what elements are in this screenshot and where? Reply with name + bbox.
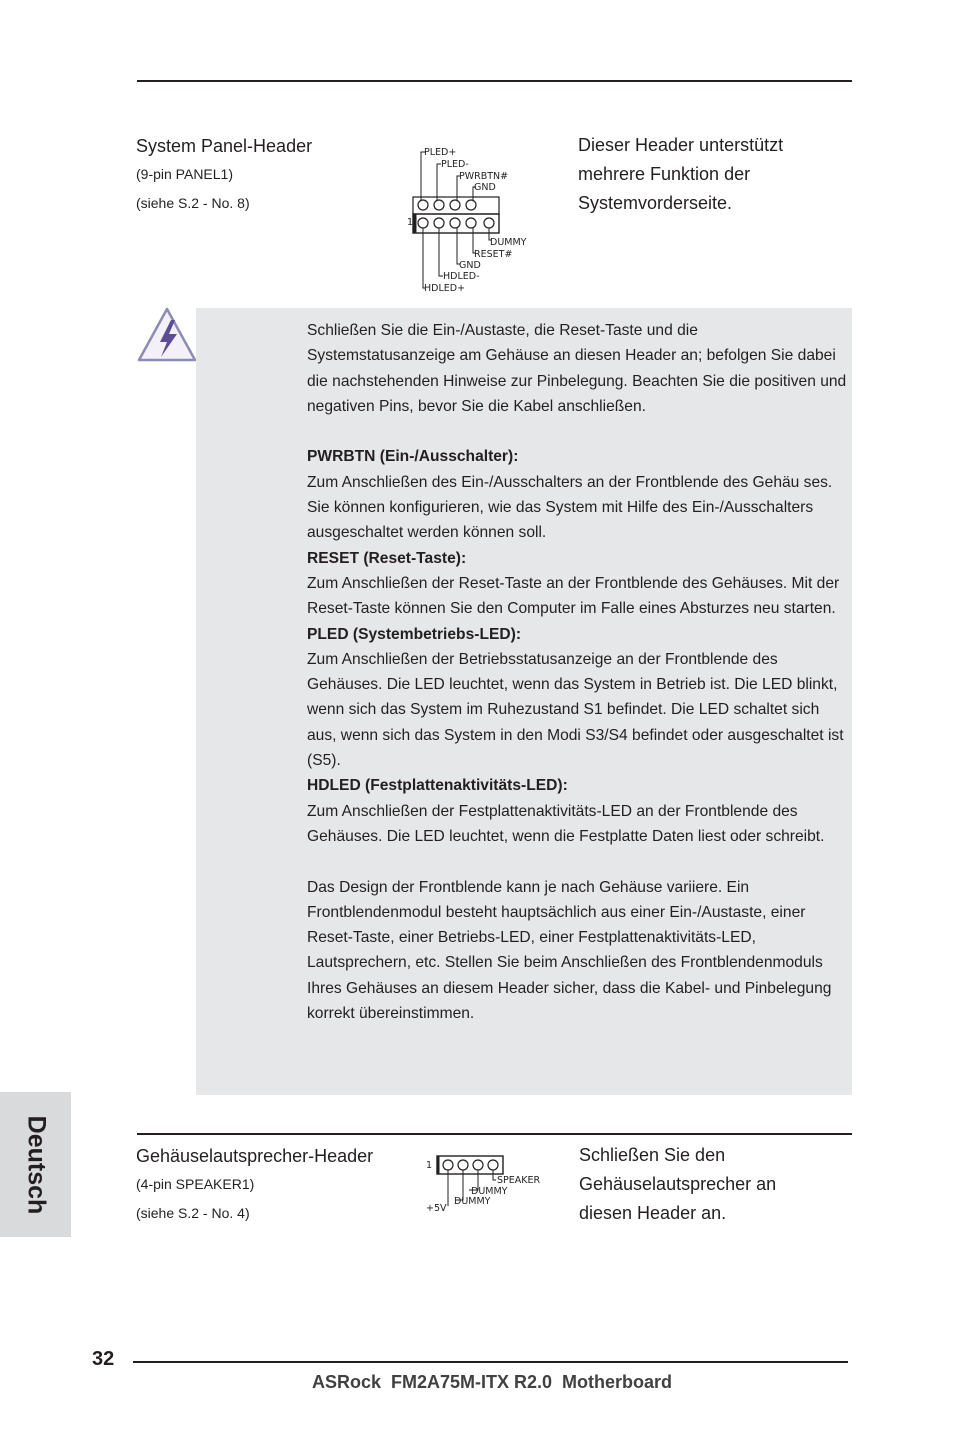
speaker-label-5v: +5V xyxy=(426,1203,447,1214)
panel-label-gnd-top: GND xyxy=(474,182,496,193)
panel-desc-line: Dieser Header unterstützt xyxy=(578,135,784,155)
speaker-header-description xyxy=(579,1141,776,1228)
speaker-pin xyxy=(488,1160,498,1170)
note-intro: Schließen Sie die Ein-/Austaste, die Reset-Taste und die Systemstatusanzeige am Gehäuse an diesen Header an; befolgen Sie dabei die nachstehenden Hinweise zur Pinbelegung. Beachten Sie die positiven und negativen Pins, bevor Sie die Kabel anschließen. xyxy=(307,322,847,415)
panel-pin xyxy=(434,218,444,228)
speaker-header-pins: (4-pin SPEAKER1) xyxy=(136,1176,255,1192)
panel-label-pled-plus: PLED+ xyxy=(424,147,457,158)
panel-pin xyxy=(418,200,428,210)
note-text xyxy=(307,318,849,1026)
warning-icon xyxy=(136,306,198,364)
footer-rule xyxy=(133,1361,848,1363)
speaker-desc-line: diesen Header an. xyxy=(579,1203,727,1223)
note-design-text: Das Design der Frontblende kann je nach Gehäuse variiere. Ein Frontblendenmodul besteht hauptsächlich aus einer Ein-/Austaste, einer Reset-Taste, einer Betriebs-LED, einer Festplattenaktivitäts-LED, Lautsprechern, etc. Stellen Sie beim Anschließen des Frontblendenmoduls Ihres Gehäuses an diesem Header sicher, dass die Kabel- und Pinbelegung korrekt übereinstimmen. xyxy=(307,878,832,1023)
panel-header-title: System Panel-Header xyxy=(136,136,313,156)
panel-pin xyxy=(466,218,476,228)
panel-pin xyxy=(466,200,476,210)
note-hdled-text: Zum Anschließen der Festplattenaktivitäts-LED an der Frontblende des Gehäuses. Die LED leuchtet, wenn die Festplatte Daten liest oder schreibt. xyxy=(307,802,825,845)
panel-label-gnd-bottom: GND xyxy=(459,260,481,271)
panel-desc-line: Systemvorderseite. xyxy=(578,193,733,213)
language-side-tab xyxy=(0,1092,71,1237)
speaker-desc-line: Schließen Sie den xyxy=(579,1145,726,1165)
speaker-pin1-label: 1 xyxy=(426,1160,433,1171)
panel-label-dummy: DUMMY xyxy=(490,237,527,248)
speaker-header-title: Gehäuselautsprecher-Header xyxy=(136,1146,374,1166)
note-pwrbtn-heading: PWRBTN (Ein-/Ausschalter): xyxy=(307,448,519,466)
speaker-label-speaker: SPEAKER xyxy=(497,1175,541,1186)
panel-desc-line: mehrere Funktion der xyxy=(578,164,751,184)
panel-header-ref: (siehe S.2 - No. 8) xyxy=(136,195,250,211)
panel-pin xyxy=(450,218,460,228)
panel-label-reset: RESET# xyxy=(474,249,513,260)
note-reset-heading: RESET (Reset-Taste): xyxy=(307,549,467,567)
speaker-pin xyxy=(443,1160,453,1170)
note-reset-text: Zum Anschließen der Reset-Taste an der Frontblende des Gehäuses. Mit der Reset-Taste können Sie den Computer im Falle eines Absturzes neu starten. xyxy=(307,574,840,618)
speaker-desc-line: Gehäuselautsprecher an xyxy=(579,1174,777,1194)
panel-header-pins: (9-pin PANEL1) xyxy=(136,166,234,182)
panel-label-pwrbtn: PWRBTN# xyxy=(459,171,509,182)
speaker-label-dummy-2: DUMMY xyxy=(454,1196,491,1207)
speaker-pin xyxy=(458,1160,468,1170)
top-rule xyxy=(137,80,852,82)
note-pled-text: Zum Anschließen der Betriebsstatusanzeige an der Frontblende des Gehäuses. Die LED leuchtet, wenn das System in Betrieb ist. Die LED blinkt, wenn sich das System im Ruhezustand S1 befindet. Die LED schaltet sich aus, wenn sich das System in den Modi S3/S4 befindet oder ausgeschaltet ist (S5). xyxy=(307,650,844,770)
note-pled-heading: PLED (Systembetriebs-LED): xyxy=(307,625,522,643)
panel-label-hdled-plus: HDLED+ xyxy=(424,283,466,294)
panel-pin xyxy=(484,218,494,228)
speaker-section-rule xyxy=(137,1133,852,1135)
speaker-pin xyxy=(473,1160,483,1170)
side-tab-label: Deutsch xyxy=(22,1115,50,1214)
panel-header-diagram xyxy=(404,142,554,297)
note-pwrbtn-text: Zum Anschließen des Ein-/Ausschalters an der Frontblende des Gehäu ses. Sie können konfigurieren, wie das System mit Hilfe des Ein-/Ausschalters ausgeschaltet werden können soll. xyxy=(307,473,833,542)
speaker-header-diagram xyxy=(422,1152,552,1214)
panel-header-description xyxy=(578,131,783,218)
page-number: 32 xyxy=(92,1348,115,1370)
panel-label-hdled-minus: HDLED- xyxy=(443,271,480,282)
panel-pin1-label: 1 xyxy=(407,217,414,228)
panel-pin xyxy=(418,218,428,228)
panel-pin xyxy=(434,200,444,210)
panel-label-pled-minus: PLED- xyxy=(441,159,469,170)
panel-pin xyxy=(450,200,460,210)
note-hdled-heading: HDLED (Festplattenaktivitäts-LED): xyxy=(307,777,568,795)
speaker-label-dummy-1: DUMMY xyxy=(471,1186,508,1197)
footer-title: ASRock FM2A75M-ITX R2.0 Motherboard xyxy=(312,1372,673,1392)
speaker-header-ref: (siehe S.2 - No. 4) xyxy=(136,1205,250,1221)
